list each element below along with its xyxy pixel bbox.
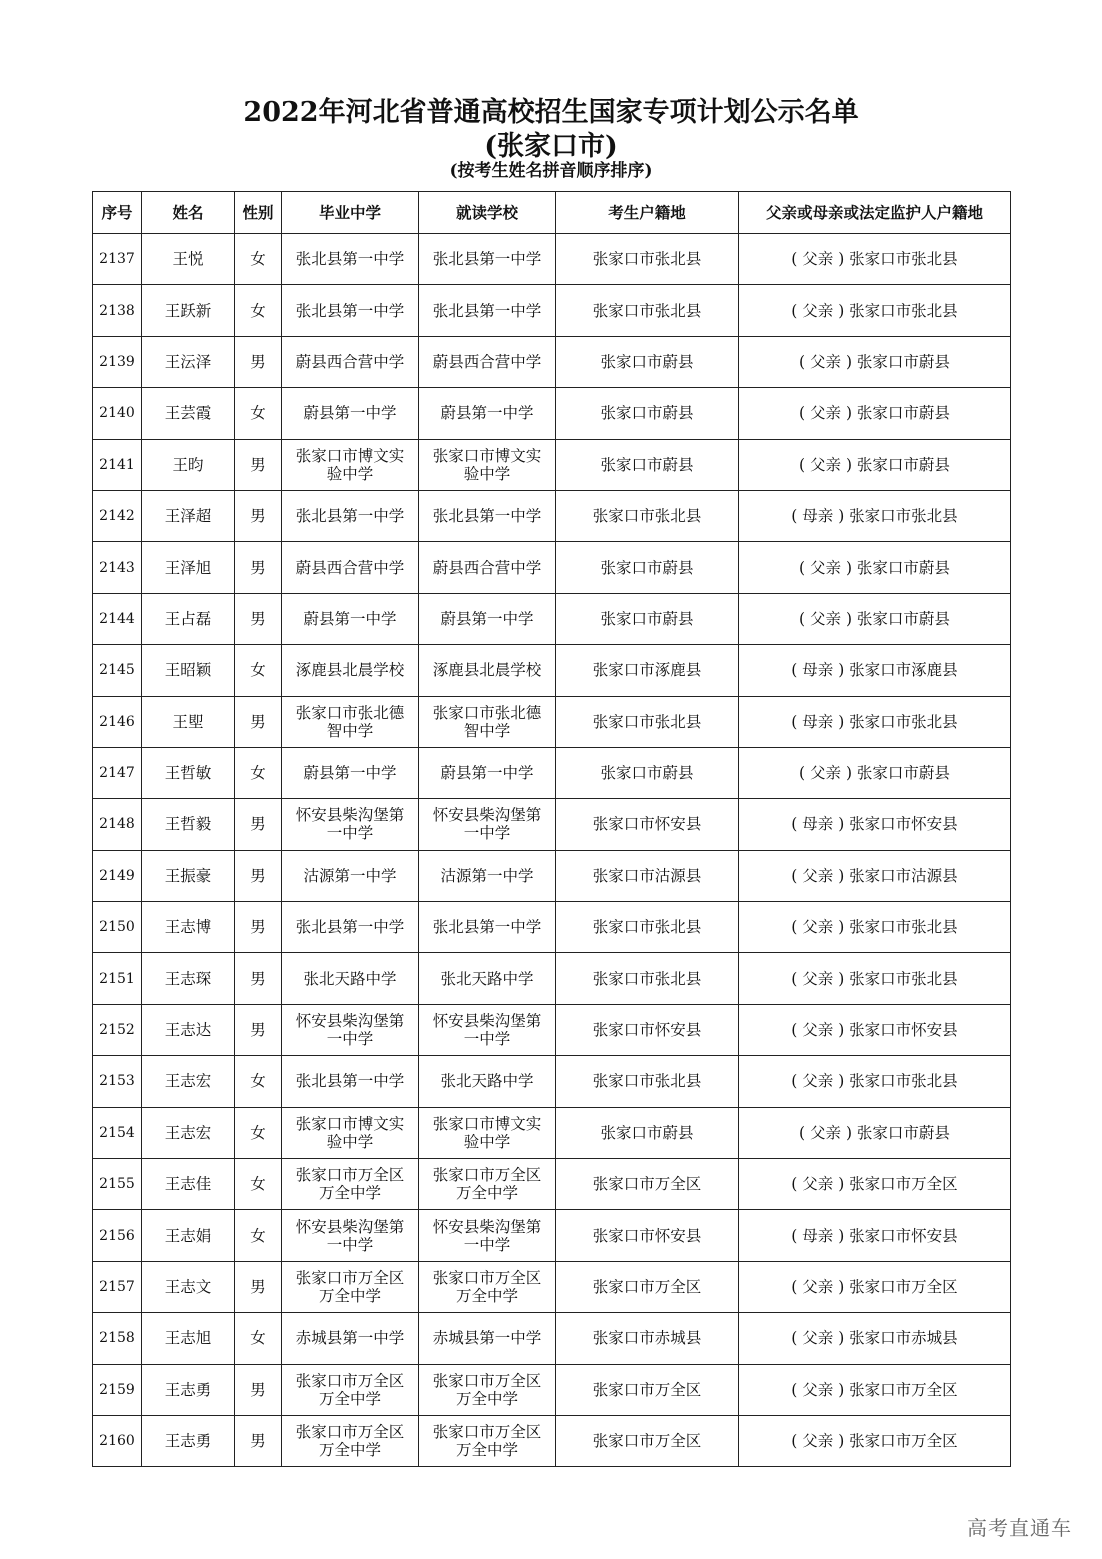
cell-guardian: ( 父亲 ) 张家口市怀安县: [739, 1004, 1011, 1055]
cell-hukou: 张家口市张北县: [556, 1056, 739, 1107]
cell-hukou: 张家口市张北县: [556, 902, 739, 953]
cell-gender: 男: [235, 490, 282, 541]
cell-gender: 男: [235, 1261, 282, 1312]
cell-hukou: 张家口市万全区: [556, 1364, 739, 1415]
cell-current-school: 张家口市万全区万全中学: [419, 1364, 556, 1415]
cell-name: 王志文: [142, 1261, 235, 1312]
cell-current-school: 张家口市博文实验中学: [419, 439, 556, 490]
cell-guardian: ( 母亲 ) 张家口市张北县: [739, 490, 1011, 541]
cell-hukou: 张家口市张北县: [556, 234, 739, 285]
cell-guardian: ( 父亲 ) 张家口市蔚县: [739, 747, 1011, 798]
cell-id: 2137: [93, 234, 142, 285]
table-row: [93, 1107, 1011, 1158]
cell-id: 2157: [93, 1261, 142, 1312]
cell-hukou: 张家口市蔚县: [556, 747, 739, 798]
cell-hukou: 张家口市张北县: [556, 953, 739, 1004]
cell-hukou: 张家口市蔚县: [556, 1107, 739, 1158]
table-row: [93, 234, 1011, 285]
table-row: [93, 542, 1011, 593]
cell-current-school: 怀安县柴沟堡第一中学: [419, 799, 556, 850]
table-row: [93, 593, 1011, 644]
cell-name: 王志琛: [142, 953, 235, 1004]
cell-current-school: 张家口市万全区万全中学: [419, 1159, 556, 1210]
cell-id: 2153: [93, 1056, 142, 1107]
cell-id: 2145: [93, 645, 142, 696]
cell-hukou: 张家口市涿鹿县: [556, 645, 739, 696]
cell-gender: 男: [235, 542, 282, 593]
cell-guardian: ( 父亲 ) 张家口市万全区: [739, 1364, 1011, 1415]
cell-grad-school: 张家口市博文实验中学: [282, 439, 419, 490]
cell-current-school: 张北县第一中学: [419, 490, 556, 541]
header-id: 序号: [93, 192, 142, 234]
cell-id: 2149: [93, 850, 142, 901]
cell-current-school: 张北县第一中学: [419, 285, 556, 336]
cell-gender: 男: [235, 1004, 282, 1055]
cell-name: 王泽旭: [142, 542, 235, 593]
cell-grad-school: 张北县第一中学: [282, 902, 419, 953]
cell-id: 2156: [93, 1210, 142, 1261]
cell-grad-school: 怀安县柴沟堡第一中学: [282, 1210, 419, 1261]
cell-id: 2147: [93, 747, 142, 798]
cell-hukou: 张家口市万全区: [556, 1261, 739, 1312]
cell-id: 2155: [93, 1159, 142, 1210]
cell-current-school: 涿鹿县北晨学校: [419, 645, 556, 696]
cell-id: 2142: [93, 490, 142, 541]
cell-name: 王志达: [142, 1004, 235, 1055]
table-header-row: [93, 192, 1011, 234]
table-row: [93, 645, 1011, 696]
cell-current-school: 蔚县第一中学: [419, 593, 556, 644]
roster-table: [92, 191, 1011, 1467]
cell-hukou: 张家口市蔚县: [556, 542, 739, 593]
cell-guardian: ( 父亲 ) 张家口市万全区: [739, 1159, 1011, 1210]
page-title: 2022年河北省普通高校招生国家专项计划公示名单: [243, 97, 859, 128]
cell-guardian: ( 父亲 ) 张家口市蔚县: [739, 542, 1011, 593]
cell-hukou: 张家口市赤城县: [556, 1313, 739, 1364]
cell-current-school: 张家口市万全区万全中学: [419, 1415, 556, 1466]
cell-grad-school: 蔚县第一中学: [282, 747, 419, 798]
cell-gender: 女: [235, 645, 282, 696]
cell-grad-school: 张家口市万全区万全中学: [282, 1415, 419, 1466]
cell-guardian: ( 父亲 ) 张家口市张北县: [739, 953, 1011, 1004]
cell-grad-school: 张北天路中学: [282, 953, 419, 1004]
cell-guardian: ( 父亲 ) 张家口市张北县: [739, 285, 1011, 336]
cell-name: 王占磊: [142, 593, 235, 644]
cell-guardian: ( 父亲 ) 张家口市蔚县: [739, 1107, 1011, 1158]
cell-grad-school: 怀安县柴沟堡第一中学: [282, 1004, 419, 1055]
table-row: [93, 902, 1011, 953]
cell-hukou: 张家口市蔚县: [556, 439, 739, 490]
table-row: [93, 1056, 1011, 1107]
cell-guardian: ( 父亲 ) 张家口市张北县: [739, 1056, 1011, 1107]
cell-guardian: ( 父亲 ) 张家口市万全区: [739, 1261, 1011, 1312]
cell-gender: 女: [235, 1210, 282, 1261]
cell-id: 2144: [93, 593, 142, 644]
table-row: [93, 1313, 1011, 1364]
cell-gender: 男: [235, 439, 282, 490]
cell-current-school: 蔚县第一中学: [419, 388, 556, 439]
cell-id: 2159: [93, 1364, 142, 1415]
cell-gender: 女: [235, 234, 282, 285]
header-grad-school: 毕业中学: [282, 192, 419, 234]
table-row: [93, 1364, 1011, 1415]
cell-gender: 男: [235, 799, 282, 850]
cell-guardian: ( 父亲 ) 张家口市沽源县: [739, 850, 1011, 901]
header-name: 姓名: [142, 192, 235, 234]
sort-note: (按考生姓名拼音顺序排序): [449, 161, 653, 181]
table-row: [93, 953, 1011, 1004]
cell-grad-school: 赤城县第一中学: [282, 1313, 419, 1364]
cell-grad-school: 张家口市博文实验中学: [282, 1107, 419, 1158]
cell-name: 王志宏: [142, 1107, 235, 1158]
cell-hukou: 张家口市张北县: [556, 696, 739, 747]
cell-grad-school: 蔚县西合营中学: [282, 542, 419, 593]
header-gender: 性别: [235, 192, 282, 234]
cell-grad-school: 张家口市万全区万全中学: [282, 1159, 419, 1210]
table-row: [93, 1210, 1011, 1261]
cell-name: 王泽超: [142, 490, 235, 541]
cell-guardian: ( 父亲 ) 张家口市万全区: [739, 1415, 1011, 1466]
cell-grad-school: 张北县第一中学: [282, 490, 419, 541]
cell-hukou: 张家口市怀安县: [556, 799, 739, 850]
cell-id: 2146: [93, 696, 142, 747]
cell-gender: 男: [235, 1415, 282, 1466]
cell-gender: 女: [235, 285, 282, 336]
cell-name: 王堲: [142, 696, 235, 747]
cell-name: 王志博: [142, 902, 235, 953]
cell-hukou: 张家口市沽源县: [556, 850, 739, 901]
cell-current-school: 张北天路中学: [419, 1056, 556, 1107]
table-row: [93, 1261, 1011, 1312]
cell-current-school: 张家口市万全区万全中学: [419, 1261, 556, 1312]
cell-name: 王志勇: [142, 1415, 235, 1466]
table-row: [93, 747, 1011, 798]
cell-guardian: ( 父亲 ) 张家口市蔚县: [739, 388, 1011, 439]
cell-gender: 女: [235, 1159, 282, 1210]
cell-current-school: 张北天路中学: [419, 953, 556, 1004]
cell-id: 2141: [93, 439, 142, 490]
cell-grad-school: 张家口市张北德智中学: [282, 696, 419, 747]
cell-grad-school: 张北县第一中学: [282, 234, 419, 285]
table-row: [93, 490, 1011, 541]
cell-name: 王昀: [142, 439, 235, 490]
cell-gender: 男: [235, 850, 282, 901]
cell-gender: 女: [235, 1107, 282, 1158]
cell-guardian: ( 父亲 ) 张家口市蔚县: [739, 336, 1011, 387]
cell-name: 王悦: [142, 234, 235, 285]
cell-id: 2158: [93, 1313, 142, 1364]
cell-guardian: ( 母亲 ) 张家口市涿鹿县: [739, 645, 1011, 696]
cell-current-school: 怀安县柴沟堡第一中学: [419, 1210, 556, 1261]
cell-hukou: 张家口市张北县: [556, 285, 739, 336]
cell-current-school: 蔚县第一中学: [419, 747, 556, 798]
cell-hukou: 张家口市蔚县: [556, 336, 739, 387]
cell-id: 2152: [93, 1004, 142, 1055]
cell-current-school: 怀安县柴沟堡第一中学: [419, 1004, 556, 1055]
cell-grad-school: 蔚县西合营中学: [282, 336, 419, 387]
table-row: [93, 850, 1011, 901]
cell-hukou: 张家口市怀安县: [556, 1210, 739, 1261]
table-row: [93, 696, 1011, 747]
cell-name: 王哲敏: [142, 747, 235, 798]
cell-name: 王志宏: [142, 1056, 235, 1107]
table-row: [93, 1004, 1011, 1055]
cell-guardian: ( 母亲 ) 张家口市怀安县: [739, 799, 1011, 850]
table-row: [93, 1159, 1011, 1210]
cell-current-school: 蔚县西合营中学: [419, 336, 556, 387]
cell-grad-school: 蔚县第一中学: [282, 388, 419, 439]
cell-gender: 女: [235, 1056, 282, 1107]
cell-gender: 男: [235, 953, 282, 1004]
cell-grad-school: 张北县第一中学: [282, 1056, 419, 1107]
table-row: [93, 336, 1011, 387]
cell-name: 王志旭: [142, 1313, 235, 1364]
cell-gender: 女: [235, 747, 282, 798]
cell-guardian: ( 父亲 ) 张家口市蔚县: [739, 593, 1011, 644]
cell-guardian: ( 父亲 ) 张家口市蔚县: [739, 439, 1011, 490]
cell-current-school: 张北县第一中学: [419, 902, 556, 953]
cell-guardian: ( 父亲 ) 张家口市赤城县: [739, 1313, 1011, 1364]
cell-hukou: 张家口市万全区: [556, 1159, 739, 1210]
cell-grad-school: 涿鹿县北晨学校: [282, 645, 419, 696]
table-row: [93, 285, 1011, 336]
cell-hukou: 张家口市怀安县: [556, 1004, 739, 1055]
cell-current-school: 蔚县西合营中学: [419, 542, 556, 593]
cell-current-school: 张家口市博文实验中学: [419, 1107, 556, 1158]
cell-grad-school: 张家口市万全区万全中学: [282, 1261, 419, 1312]
cell-guardian: ( 父亲 ) 张家口市张北县: [739, 234, 1011, 285]
cell-grad-school: 蔚县第一中学: [282, 593, 419, 644]
cell-id: 2154: [93, 1107, 142, 1158]
cell-hukou: 张家口市蔚县: [556, 593, 739, 644]
cell-gender: 男: [235, 696, 282, 747]
cell-hukou: 张家口市蔚县: [556, 388, 739, 439]
cell-id: 2160: [93, 1415, 142, 1466]
cell-gender: 男: [235, 1364, 282, 1415]
cell-gender: 男: [235, 593, 282, 644]
cell-id: 2139: [93, 336, 142, 387]
cell-name: 王沄泽: [142, 336, 235, 387]
cell-gender: 男: [235, 336, 282, 387]
cell-grad-school: 张家口市万全区万全中学: [282, 1364, 419, 1415]
header-guardian: 父亲或母亲或法定监护人户籍地: [739, 192, 1011, 234]
cell-id: 2148: [93, 799, 142, 850]
cell-id: 2143: [93, 542, 142, 593]
cell-current-school: 赤城县第一中学: [419, 1313, 556, 1364]
cell-hukou: 张家口市万全区: [556, 1415, 739, 1466]
cell-gender: 女: [235, 388, 282, 439]
cell-name: 王志佳: [142, 1159, 235, 1210]
cell-grad-school: 怀安县柴沟堡第一中学: [282, 799, 419, 850]
cell-name: 王哲毅: [142, 799, 235, 850]
cell-name: 王振豪: [142, 850, 235, 901]
cell-id: 2140: [93, 388, 142, 439]
table-row: [93, 1415, 1011, 1466]
header-current-school: 就读学校: [419, 192, 556, 234]
cell-name: 王昭颖: [142, 645, 235, 696]
cell-guardian: ( 母亲 ) 张家口市怀安县: [739, 1210, 1011, 1261]
cell-id: 2138: [93, 285, 142, 336]
cell-current-school: 张家口市张北德智中学: [419, 696, 556, 747]
page-subtitle: (张家口市): [484, 131, 618, 162]
cell-name: 王志娟: [142, 1210, 235, 1261]
cell-name: 王跃新: [142, 285, 235, 336]
cell-hukou: 张家口市张北县: [556, 490, 739, 541]
cell-gender: 女: [235, 1313, 282, 1364]
cell-current-school: 沽源第一中学: [419, 850, 556, 901]
header-hukou: 考生户籍地: [556, 192, 739, 234]
table-row: [93, 439, 1011, 490]
table-row: [93, 799, 1011, 850]
cell-name: 王芸霞: [142, 388, 235, 439]
cell-current-school: 张北县第一中学: [419, 234, 556, 285]
cell-id: 2151: [93, 953, 142, 1004]
cell-guardian: ( 母亲 ) 张家口市张北县: [739, 696, 1011, 747]
watermark-text: 高考直通车: [967, 1516, 1072, 1540]
cell-name: 王志勇: [142, 1364, 235, 1415]
cell-guardian: ( 父亲 ) 张家口市张北县: [739, 902, 1011, 953]
cell-grad-school: 沽源第一中学: [282, 850, 419, 901]
cell-gender: 男: [235, 902, 282, 953]
cell-grad-school: 张北县第一中学: [282, 285, 419, 336]
cell-id: 2150: [93, 902, 142, 953]
table-row: [93, 388, 1011, 439]
